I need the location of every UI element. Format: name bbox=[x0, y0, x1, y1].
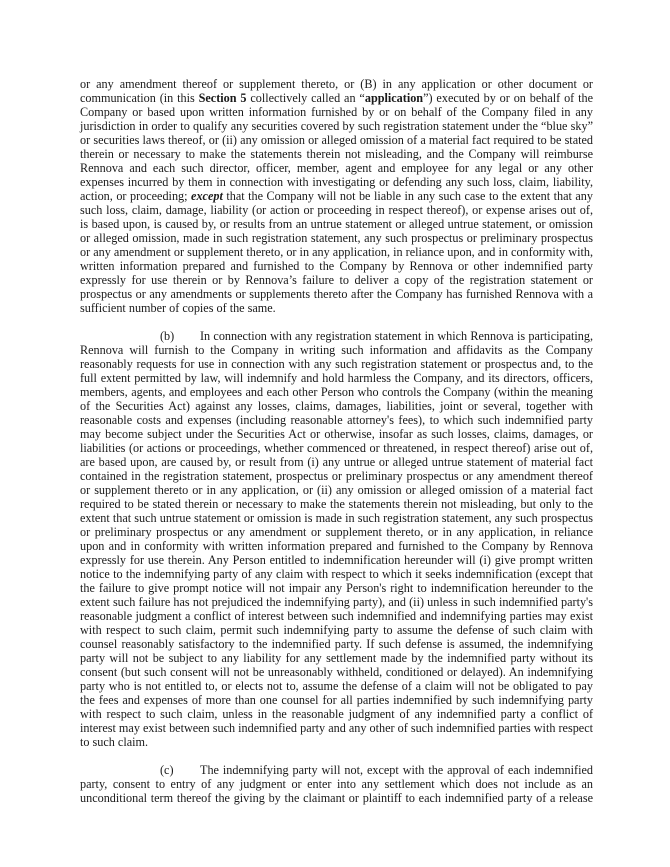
text-run: or any amendment thereof or supplement thereto, or (B) in any application or other document or communication (in this bbox=[80, 77, 593, 105]
paragraph-text: The indemnifying party will not, except with the approval of each indemnified party, consent to entry of any judgment or enter into any settlement which does not include as an unconditional term thereof the giving by the claimant or plaintiff to each indemnified party of a release bbox=[80, 763, 593, 805]
paragraph-label: (c) bbox=[160, 763, 174, 777]
text-run: that the Company will not be liable in any such case to the extent that any such loss, claim, damage, liability (or action or proceeding in respect thereof), or expense arises out of, is based upon, is caused by, or results from an untrue statement or alleged untrue statement, or omission or alleged omission, made in such registration statement, any such prospectus or preliminary prospectus or any amendment or supplement thereto, or in any application, in reliance upon, and in conformity with, written information prepared and furnished to the Company by Rennova or other indemnified party expressly for use therein or by Rennova’s failure to deliver a copy of the registration statement or prospectus or any amendments or supplements thereto after the Company has furnished Rennova with a sufficient number of copies of the same. bbox=[80, 189, 593, 315]
defined-term: application bbox=[364, 91, 424, 105]
text-run: collectively called an “ bbox=[246, 91, 365, 105]
paragraph-a-continuation bbox=[80, 77, 593, 315]
section-reference: Section 5 bbox=[198, 91, 247, 105]
document-page bbox=[80, 77, 593, 805]
text-run: ”) executed by or on behalf of the Company or based upon written information furnished by or on behalf of the Company filed in any jurisdiction in order to qualify any securities covered by such registration statement under the “blue sky” or securities laws thereof, or (ii) any omission or alleged omission of a material fact required to be stated therein or necessary to make the statements therein not misleading, and the Company will reimburse Rennova and each such director, officer, member, agent and employee for any legal or any other expenses incurred by them in connection with investigating or defending any such loss, claim, liability, action, or proceeding; bbox=[80, 91, 594, 203]
paragraph-label: (b) bbox=[160, 329, 175, 343]
paragraph-b bbox=[80, 329, 593, 749]
paragraph-c bbox=[80, 763, 593, 805]
paragraph-text: In connection with any registration statement in which Rennova is participating, Rennova will furnish to the Company in writing such information and affidavits as the Company reasonably requests for use in connection with any such registration statement or prospectus and, to the full extent permitted by law, will indemnify and hold harmless the Company, and its directors, officers, members, agents, and employees and each other Person who controls the Company (within the meaning of the Securities Act) against any losses, claims, damages, liabilities, joint or several, together with reasonable costs and expenses (including reasonable attorney's fees), to which such indemnified party may become subject under the Securities Act or otherwise, insofar as such losses, claims, damages, or liabilities (or actions or proceedings, whether commenced or threatened, in respect thereof) arise out of, are based upon, are caused by, or result from (i) any untrue or alleged untrue statement of material fact contained in the registration statement, prospectus or preliminary prospectus or any amendment thereof or supplement thereto or in any application, or (ii) any omission or alleged omission of a material fact required to be stated therein or necessary to make the statements therein not misleading, but only to the extent that such untrue statement or omission is made in such registration statement, any such prospectus or preliminary prospectus or any amendment or supplement thereto, or in any application, in reliance upon and in conformity with written information prepared and furnished to the Company by Rennova expressly for use therein. Any Person entitled to indemnification hereunder will (i) give prompt written notice to the indemnifying party of any claim with respect to which it seeks indemnification (except that the failure to give prompt notice will not impair any Person's right to indemnification hereunder to the extent such failure has not prejudiced the indemnifying party), and (ii) unless in such indemnified party's reasonable judgment a conflict of interest between such indemnified and indemnifying parties may exist with respect to such claim, permit such indemnifying party to assume the defense of such claim with counsel reasonably satisfactory to the indemnified party. If such defense is assumed, the indemnifying party will not be subject to any liability for any settlement made by the indemnified party without its consent (but such consent will not be unreasonably withheld, conditioned or delayed). An indemnifying party who is not entitled to, or elects not to, assume the defense of a claim will not be obligated to pay the fees and expenses of more than one counsel for all parties indemnified by such indemnifying party with respect to such claim, unless in the reasonable judgment of any indemnified party a conflict of interest may exist between such indemnified party and any other of such indemnified parties with respect to such claim. bbox=[80, 329, 593, 749]
emphasis-term: except bbox=[191, 189, 223, 203]
